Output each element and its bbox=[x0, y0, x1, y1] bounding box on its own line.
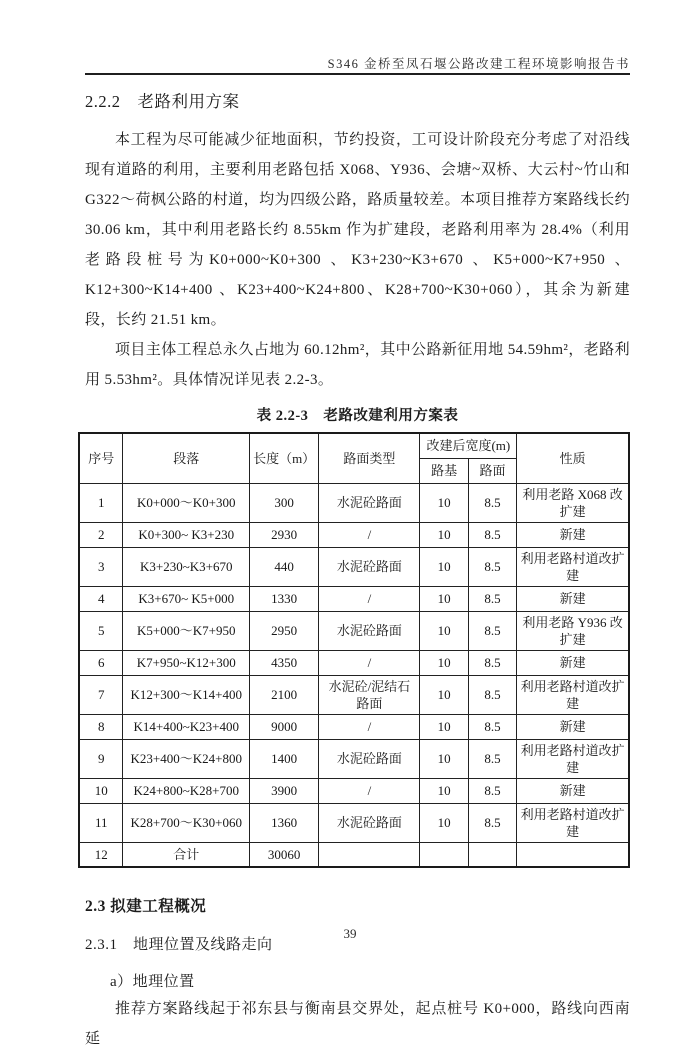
table-cell: 4 bbox=[79, 586, 123, 611]
table-cell bbox=[420, 842, 468, 867]
table-cell: 2930 bbox=[249, 522, 318, 547]
col-header-seq: 序号 bbox=[79, 433, 123, 483]
table-cell: 利用老路 X068 改扩建 bbox=[517, 483, 629, 522]
paragraph-land-occupation: 项目主体工程总永久占地为 60.12hm²，其中公路新征用地 54.59hm²，老路利用 5.53hm²。具体情况详见表 2.2-3。 bbox=[85, 342, 630, 388]
table-cell: K3+670~ K5+000 bbox=[123, 586, 250, 611]
table-body bbox=[79, 483, 629, 867]
table-cell: 水泥砼路面 bbox=[319, 547, 420, 586]
table-cell: 新建 bbox=[517, 778, 629, 803]
table-cell: 新建 bbox=[517, 650, 629, 675]
table-cell: 10 bbox=[420, 739, 468, 778]
table-cell: 8.5 bbox=[468, 778, 516, 803]
table-cell: 1 bbox=[79, 483, 123, 522]
road-reconstruction-table bbox=[78, 432, 630, 868]
table-cell: K14+400~K23+400 bbox=[123, 714, 250, 739]
table-cell: 9 bbox=[79, 739, 123, 778]
table-cell: 8.5 bbox=[468, 611, 516, 650]
table-cell: 利用老路村道改扩建 bbox=[517, 675, 629, 714]
heading-2-3: 2.3 拟建工程概况 bbox=[85, 898, 207, 915]
table-cell: 水泥砼路面 bbox=[319, 611, 420, 650]
table-cell: 300 bbox=[249, 483, 318, 522]
table-cell: 5 bbox=[79, 611, 123, 650]
table-cell: 8.5 bbox=[468, 714, 516, 739]
table-cell: / bbox=[319, 714, 420, 739]
table-cell: 1360 bbox=[249, 803, 318, 842]
table-cell: K0+000～K0+300 bbox=[123, 483, 250, 522]
table-cell: 水泥砼路面 bbox=[319, 483, 420, 522]
table-cell: 1330 bbox=[249, 586, 318, 611]
table-cell: 8.5 bbox=[468, 803, 516, 842]
table-cell bbox=[517, 842, 629, 867]
heading-2-3-1: 2.3.1 地理位置及线路走向 bbox=[85, 937, 273, 953]
table-cell: K28+700～K30+060 bbox=[123, 803, 250, 842]
col-header-width-group: 改建后宽度(m) bbox=[420, 433, 517, 458]
table-cell: 8.5 bbox=[468, 522, 516, 547]
col-header-surface: 路面 bbox=[468, 458, 516, 483]
table-cell: / bbox=[319, 778, 420, 803]
table-cell: 4350 bbox=[249, 650, 318, 675]
table-row bbox=[79, 803, 629, 842]
table-cell bbox=[468, 842, 516, 867]
table-cell: 3900 bbox=[249, 778, 318, 803]
table-cell: 8.5 bbox=[468, 650, 516, 675]
table-row bbox=[79, 547, 629, 586]
col-header-pavement: 路面类型 bbox=[319, 433, 420, 483]
table-cell: 水泥砼路面 bbox=[319, 739, 420, 778]
table-row bbox=[79, 778, 629, 803]
table-row bbox=[79, 675, 629, 714]
table-cell: 10 bbox=[420, 483, 468, 522]
table-row bbox=[79, 650, 629, 675]
table-cell: 30060 bbox=[249, 842, 318, 867]
table-cell: 10 bbox=[420, 522, 468, 547]
table-row bbox=[79, 611, 629, 650]
table-cell: K7+950~K12+300 bbox=[123, 650, 250, 675]
table-cell: 2100 bbox=[249, 675, 318, 714]
table-header-row-1 bbox=[79, 433, 629, 458]
table-cell: K3+230~K3+670 bbox=[123, 547, 250, 586]
table-cell: 水泥砼/泥结石路面 bbox=[319, 675, 420, 714]
table-cell: 新建 bbox=[517, 586, 629, 611]
table-cell: / bbox=[319, 650, 420, 675]
table-cell: 利用老路 Y936 改扩建 bbox=[517, 611, 629, 650]
table-cell: K23+400～K24+800 bbox=[123, 739, 250, 778]
table-cell: 11 bbox=[79, 803, 123, 842]
table-cell: 10 bbox=[420, 547, 468, 586]
table-row bbox=[79, 714, 629, 739]
table-cell: 新建 bbox=[517, 714, 629, 739]
table-cell: K12+300～K14+400 bbox=[123, 675, 250, 714]
table-row bbox=[79, 842, 629, 867]
table-cell: K0+300~ K3+230 bbox=[123, 522, 250, 547]
table-cell: 合计 bbox=[123, 842, 250, 867]
table-cell: / bbox=[319, 586, 420, 611]
table-cell: 10 bbox=[420, 586, 468, 611]
table-cell: 利用老路村道改扩建 bbox=[517, 739, 629, 778]
col-header-nature: 性质 bbox=[517, 433, 629, 483]
table-row bbox=[79, 586, 629, 611]
table-cell: 2 bbox=[79, 522, 123, 547]
header-rule bbox=[85, 73, 630, 75]
table-cell: 2950 bbox=[249, 611, 318, 650]
table-cell: 10 bbox=[420, 650, 468, 675]
col-header-subgrade: 路基 bbox=[420, 458, 468, 483]
table-cell: 3 bbox=[79, 547, 123, 586]
table-cell: K5+000～K7+950 bbox=[123, 611, 250, 650]
col-header-length: 长度（m） bbox=[249, 433, 318, 483]
table-caption: 表 2.2-3 老路改建利用方案表 bbox=[256, 408, 459, 424]
page-header bbox=[85, 54, 630, 72]
table-cell: 利用老路村道改扩建 bbox=[517, 803, 629, 842]
table-cell: 6 bbox=[79, 650, 123, 675]
table-cell: 8.5 bbox=[468, 586, 516, 611]
table-cell bbox=[319, 842, 420, 867]
table-cell: 利用老路村道改扩建 bbox=[517, 547, 629, 586]
table-header bbox=[79, 433, 629, 483]
table-cell: 9000 bbox=[249, 714, 318, 739]
table-cell: 7 bbox=[79, 675, 123, 714]
col-header-segment: 段落 bbox=[123, 433, 250, 483]
page-number: 39 bbox=[343, 926, 357, 941]
table-row bbox=[79, 522, 629, 547]
table-cell: 新建 bbox=[517, 522, 629, 547]
table-cell: 10 bbox=[420, 778, 468, 803]
table-cell: / bbox=[319, 522, 420, 547]
table-row bbox=[79, 739, 629, 778]
header-title: S346 金桥至凤石堰公路改建工程环境影响报告书 bbox=[327, 57, 630, 71]
table-cell: K24+800~K28+700 bbox=[123, 778, 250, 803]
table-cell: 10 bbox=[420, 611, 468, 650]
table-cell: 8 bbox=[79, 714, 123, 739]
table-cell: 8.5 bbox=[468, 739, 516, 778]
table-cell: 1400 bbox=[249, 739, 318, 778]
heading-2-2-2: 2.2.2 老路利用方案 bbox=[85, 92, 240, 111]
table-cell: 440 bbox=[249, 547, 318, 586]
table-cell: 水泥砼路面 bbox=[319, 803, 420, 842]
table-cell: 8.5 bbox=[468, 675, 516, 714]
table-cell: 10 bbox=[79, 778, 123, 803]
table-cell: 8.5 bbox=[468, 547, 516, 586]
heading-a-location: a）地理位置 bbox=[110, 974, 195, 990]
table-cell: 10 bbox=[420, 803, 468, 842]
paragraph-old-road-utilization: 本工程为尽可能减少征地面积，节约投资，工可设计阶段充分考虑了对沿线现有道路的利用，主要利用老路包括 X068、Y936、会塘~双桥、大云村~竹山和 G322～荷枫公路的村道，均为四级公路，路质量较差。本项目推荐方案路线长约 30.06 km，其中利用老路长约 8.55km 作为扩建段，老路利用率为 28.4%（利用老路段桩号为K0+000~K0+300 、K3+230~K3+670 、K5+000~K7+950 、K12+300~K14+400 、K23+400~K24+800、K28+700~K30+060），其余为新建段，长约 21.51 km。 bbox=[85, 132, 630, 328]
paragraph-route-location: 推荐方案路线起于祁东县与衡南县交界处，起点桩号 K0+000，路线向西南延 bbox=[85, 1001, 630, 1047]
page-content bbox=[85, 88, 630, 1054]
table-cell: 10 bbox=[420, 714, 468, 739]
table-cell: 12 bbox=[79, 842, 123, 867]
table-row bbox=[79, 483, 629, 522]
table-cell: 8.5 bbox=[468, 483, 516, 522]
table-cell: 10 bbox=[420, 675, 468, 714]
